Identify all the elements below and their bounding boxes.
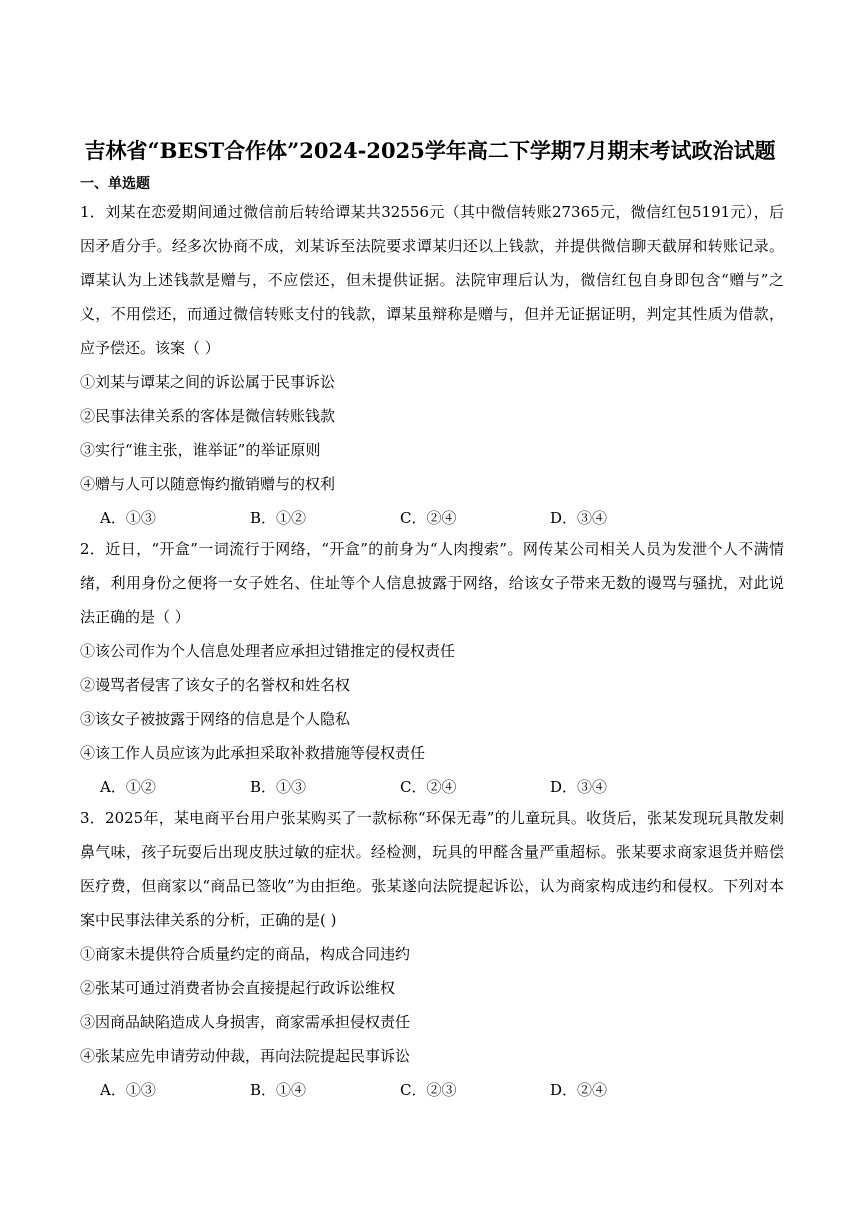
choice-c: C．②③ bbox=[400, 1081, 457, 1099]
choice-b: B．①③ bbox=[250, 778, 307, 796]
question-stem: 2．近日，“开盒”一词流行于网络，“开盒”的前身为“人肉搜索”。网传某公司相关人员为发泄个人不满情绪，利用身份之便将一女子姓名、住址等个人信息披露于网络，给该女子带来无数的谩骂与骚扰，对此说法正确的是（ ） bbox=[80, 540, 784, 626]
question-stem: 1．刘某在恋爱期间通过微信前后转给谭某共32556元（其中微信转账27365元，微信红包5191元），后因矛盾分手。经多次协商不成，刘某诉至法院要求谭某归还以上钱款，并提供微信聊天截屏和转账记录。谭某认为上述钱款是赠与，不应偿还，但未提供证据。法院审理后认为，微信红包自身即包含“赠与”之义，不用偿还，而通过微信转账支付的钱款，谭某虽辩称是赠与，但并无证据证明，判定其性质为借款，应予偿还。该案（ ） bbox=[80, 203, 784, 357]
choice-a: A．①② bbox=[100, 778, 156, 796]
choice-d: D．③④ bbox=[550, 509, 608, 527]
choice-c: C．②④ bbox=[400, 778, 457, 796]
question-2 bbox=[80, 532, 784, 804]
choice-d: D．②④ bbox=[550, 1081, 608, 1099]
statement-option: ③因商品缺陷造成人身损害，商家需承担侵权责任 bbox=[80, 1013, 411, 1031]
statement-option: ④该工作人员应该为此承担采取补救措施等侵权责任 bbox=[80, 744, 426, 762]
statement-option: ④赠与人可以随意悔约撤销赠与的权利 bbox=[80, 475, 336, 493]
statement-option: ③该女子被披露于网络的信息是个人隐私 bbox=[80, 710, 351, 728]
section-heading: 一、单选题 bbox=[80, 176, 150, 192]
exam-title: 吉林省“BEST合作体”2024-2025学年高二下学期7月期末考试政治试题 bbox=[84, 138, 776, 163]
answer-choices bbox=[80, 1073, 784, 1107]
question-1 bbox=[80, 195, 784, 535]
question-stem: 3．2025年，某电商平台用户张某购买了一款标称“环保无毒”的儿童玩具。收货后，张某发现玩具散发刺鼻气味，孩子玩耍后出现皮肤过敏的症状。经检测，玩具的甲醛含量严重超标。张某要求商家退货并赔偿医疗费，但商家以“商品已签收”为由拒绝。张某遂向法院提起诉讼，认为商家构成违约和侵权。下列对本案中民事法律关系的分析，正确的是( ) bbox=[80, 809, 784, 929]
statement-option: ②民事法律关系的客体是微信转账钱款 bbox=[80, 407, 336, 425]
choice-a: A．①③ bbox=[100, 1081, 156, 1099]
choice-c: C．②④ bbox=[400, 509, 457, 527]
statement-option: ①刘某与谭某之间的诉讼属于民事诉讼 bbox=[80, 373, 336, 391]
statement-option: ①商家未提供符合质量约定的商品，构成合同违约 bbox=[80, 945, 411, 963]
choice-d: D．③④ bbox=[550, 778, 608, 796]
answer-choices bbox=[80, 770, 784, 804]
choice-b: B．①② bbox=[250, 509, 307, 527]
statement-option: ④张某应先申请劳动仲裁，再向法院提起民事诉讼 bbox=[80, 1047, 411, 1065]
question-3 bbox=[80, 801, 784, 1107]
statement-option: ②张某可通过消费者协会直接提起行政诉讼维权 bbox=[80, 979, 396, 997]
statement-option: ②谩骂者侵害了该女子的名誉权和姓名权 bbox=[80, 676, 351, 694]
statement-option: ①该公司作为个人信息处理者应承担过错推定的侵权责任 bbox=[80, 642, 456, 660]
choice-b: B．①④ bbox=[250, 1081, 307, 1099]
choice-a: A．①③ bbox=[100, 509, 156, 527]
statement-option: ③实行“谁主张，谁举证”的举证原则 bbox=[80, 441, 321, 459]
answer-choices bbox=[80, 501, 784, 535]
